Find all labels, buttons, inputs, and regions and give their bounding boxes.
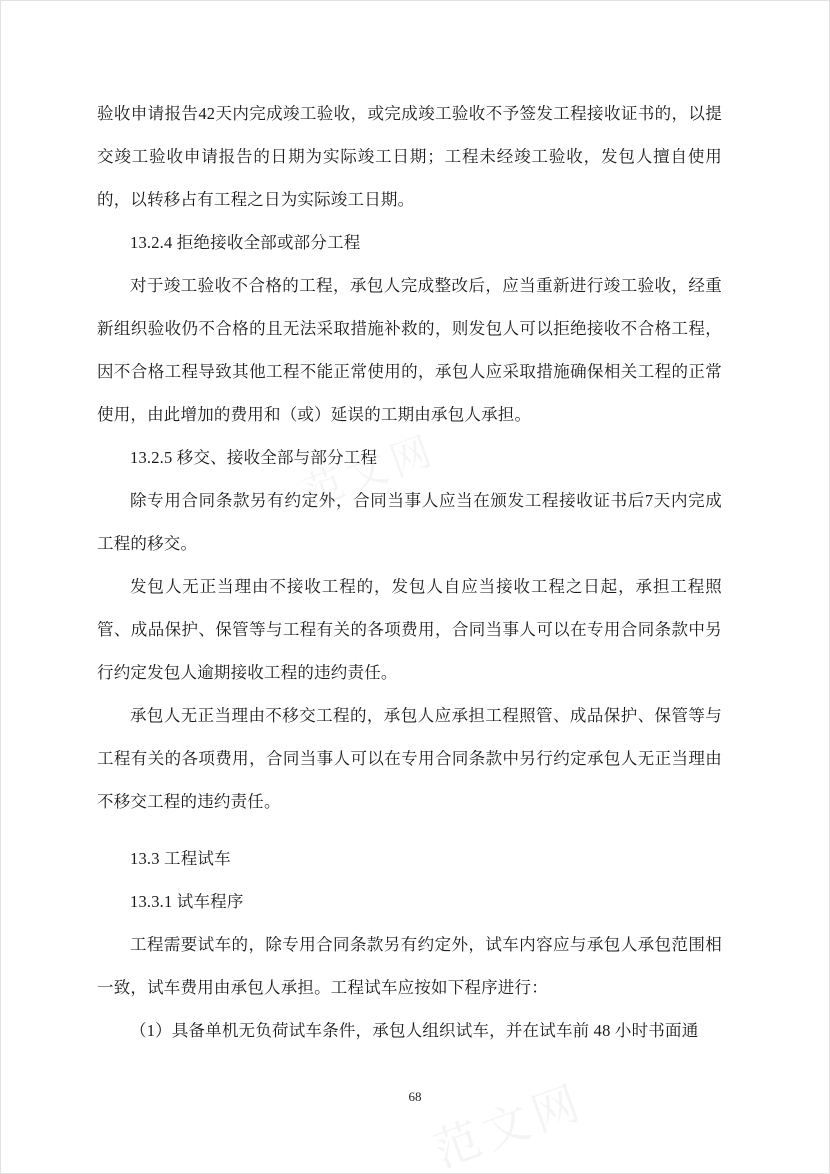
paragraph-contractor-refusal: 承包人无正当理由不移交工程的，承包人应承担工程照管、成品保护、保管等与工程有关的各项费用，合同当事人可以在专用合同条款中另行约定承包人无正当理由不移交工程的违约责任。 <box>97 706 722 811</box>
section-heading-13-2-4: 13.2.4 拒绝接收全部或部分工程 <box>130 233 361 252</box>
section-heading-13-2-5: 13.2.5 移交、接收全部与部分工程 <box>130 448 378 467</box>
section-heading-13-3: 13.3 工程试车 <box>130 849 231 868</box>
section-heading-13-3-1: 13.3.1 试车程序 <box>130 892 244 911</box>
page-number: 68 <box>408 1089 422 1104</box>
paragraph-continuation: 验收申请报告42天内完成竣工验收，或完成竣工验收不予签发工程接收证书的，以提交竣工验收申请报告的日期为实际竣工日期；工程未经竣工验收，发包人擅自使用的，以转移占有工程之日为实际竣工日期。 <box>97 104 722 209</box>
paragraph-employer-refusal: 发包人无正当理由不接收工程的，发包人自应当接收工程之日起，承担工程照管、成品保护、保管等与工程有关的各项费用，合同当事人可以在专用合同条款中另行约定发包人逾期接收工程的违约责任。 <box>97 577 722 682</box>
paragraph-handover-period: 除专用合同条款另有约定外，合同当事人应当在颁发工程接收证书后7天内完成工程的移交。 <box>97 491 722 553</box>
paragraph-test-run-procedure: 工程需要试车的，除专用合同条款另有约定外，试车内容应与承包人承包范围相一致，试车费用由承包人承担。工程试车应按如下程序进行： <box>97 935 722 997</box>
watermark-2 <box>423 1065 592 1174</box>
paragraph-rejection-of-works: 对于竣工验收不合格的工程，承包人完成整改后，应当重新进行竣工验收，经重新组织验收仍不合格的且无法采取措施补救的，则发包人可以拒绝接收不合格工程，因不合格工程导致其他工程不能正常使用的，承包人应采取措施确保相关工程的正常使用，由此增加的费用和（或）延误的工期由承包人承担。 <box>97 276 722 424</box>
document-body <box>97 92 722 1052</box>
spacer-before-13-3 <box>97 823 722 837</box>
paragraph-test-run-item-1: （1）具备单机无负荷试车条件，承包人组织试车，并在试车前 48 小时书面通 <box>130 1021 699 1040</box>
